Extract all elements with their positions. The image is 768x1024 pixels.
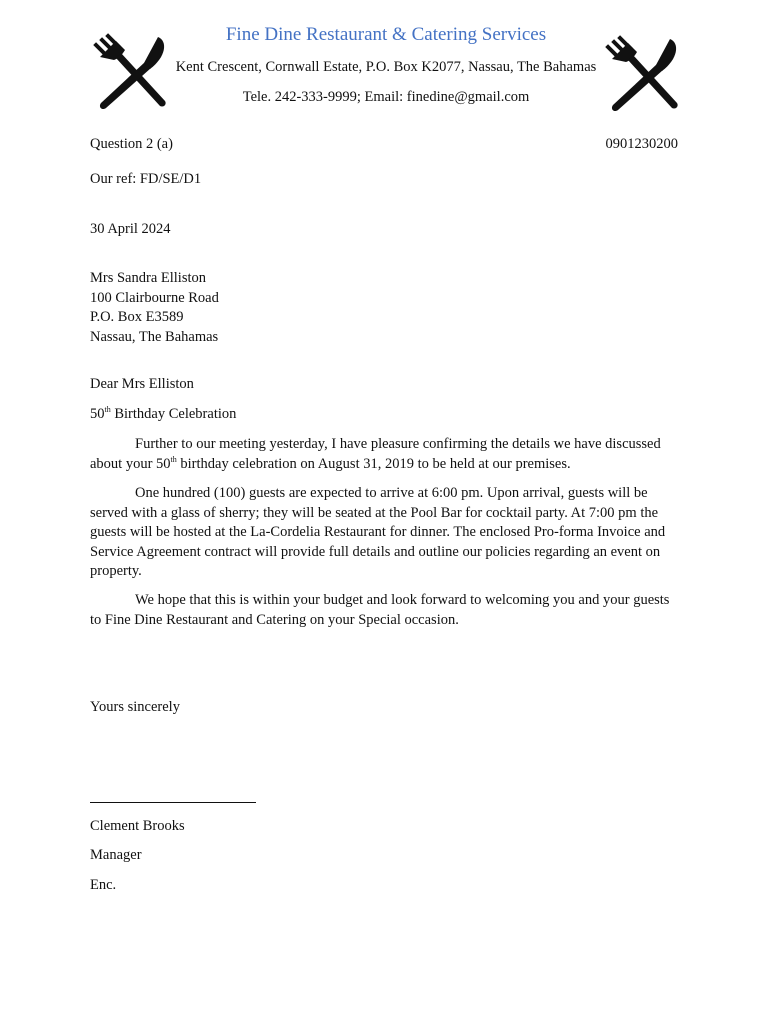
candidate-number: 0901230200 [605, 136, 678, 152]
question-label: Question 2 (a) [90, 136, 173, 152]
paragraph-1-text-a: Further to our meeting yesterday, I have pleasure confirming the details we have discussed about your 50 [90, 436, 661, 472]
subject-number: 50 [90, 406, 105, 422]
subject-line [90, 406, 236, 423]
paragraph-3 [90, 591, 680, 630]
paragraph-1-sup: th [170, 454, 177, 464]
salutation: Dear Mrs Elliston [90, 376, 194, 392]
company-contact: Tele. 242-333-9999; Email: finedine@gmail.com [242, 89, 530, 105]
reference: Our ref: FD/SE/D1 [90, 171, 202, 187]
subject-suffix: th [104, 405, 111, 415]
paragraph-3-text: We hope that this is within your budget and look forward to welcoming you and your guests to Fine Dine Restaurant and Catering on your Special occasion. [90, 592, 670, 628]
recipient-name: Mrs Sandra Elliston [90, 270, 206, 286]
subject-text: Birthday Celebration [110, 406, 237, 422]
enclosure-note: Enc. [90, 877, 117, 893]
company-name: Fine Dine Restaurant & Catering Services [225, 24, 547, 45]
signatory-title: Manager [90, 847, 142, 863]
paragraph-2-text: One hundred (100) guests are expected to arrive at 6:00 pm. Upon arrival, guests will be served with a glass of sherry; they will be seated at the Pool Bar for cocktail party. At 7:00 pm the guests will be hosted at the La-Cordelia Restaurant for dinner. The enclosed Pro-forma Invoice and Service Agreement contract will provide full details and outline our policies regarding an event on property. [90, 485, 666, 579]
recipient-street: 100 Clairbourne Road [90, 289, 219, 306]
recipient-city: Nassau, The Bahamas [90, 328, 219, 345]
paragraph-1-text-b: birthday celebration on August 31, 2019 to be held at our premises. [176, 455, 571, 472]
recipient-address [90, 269, 219, 347]
closing: Yours sincerely [90, 699, 180, 715]
paragraph-1 [90, 435, 680, 474]
letter-date: 30 April 2024 [90, 221, 171, 237]
signature-line [90, 802, 256, 803]
paragraph-2 [90, 484, 680, 582]
recipient-po-box: P.O. Box E3589 [90, 309, 184, 325]
signatory-name: Clement Brooks [90, 818, 185, 834]
company-address: Kent Crescent, Cornwall Estate, P.O. Box K2077, Nassau, The Bahamas [175, 59, 597, 75]
